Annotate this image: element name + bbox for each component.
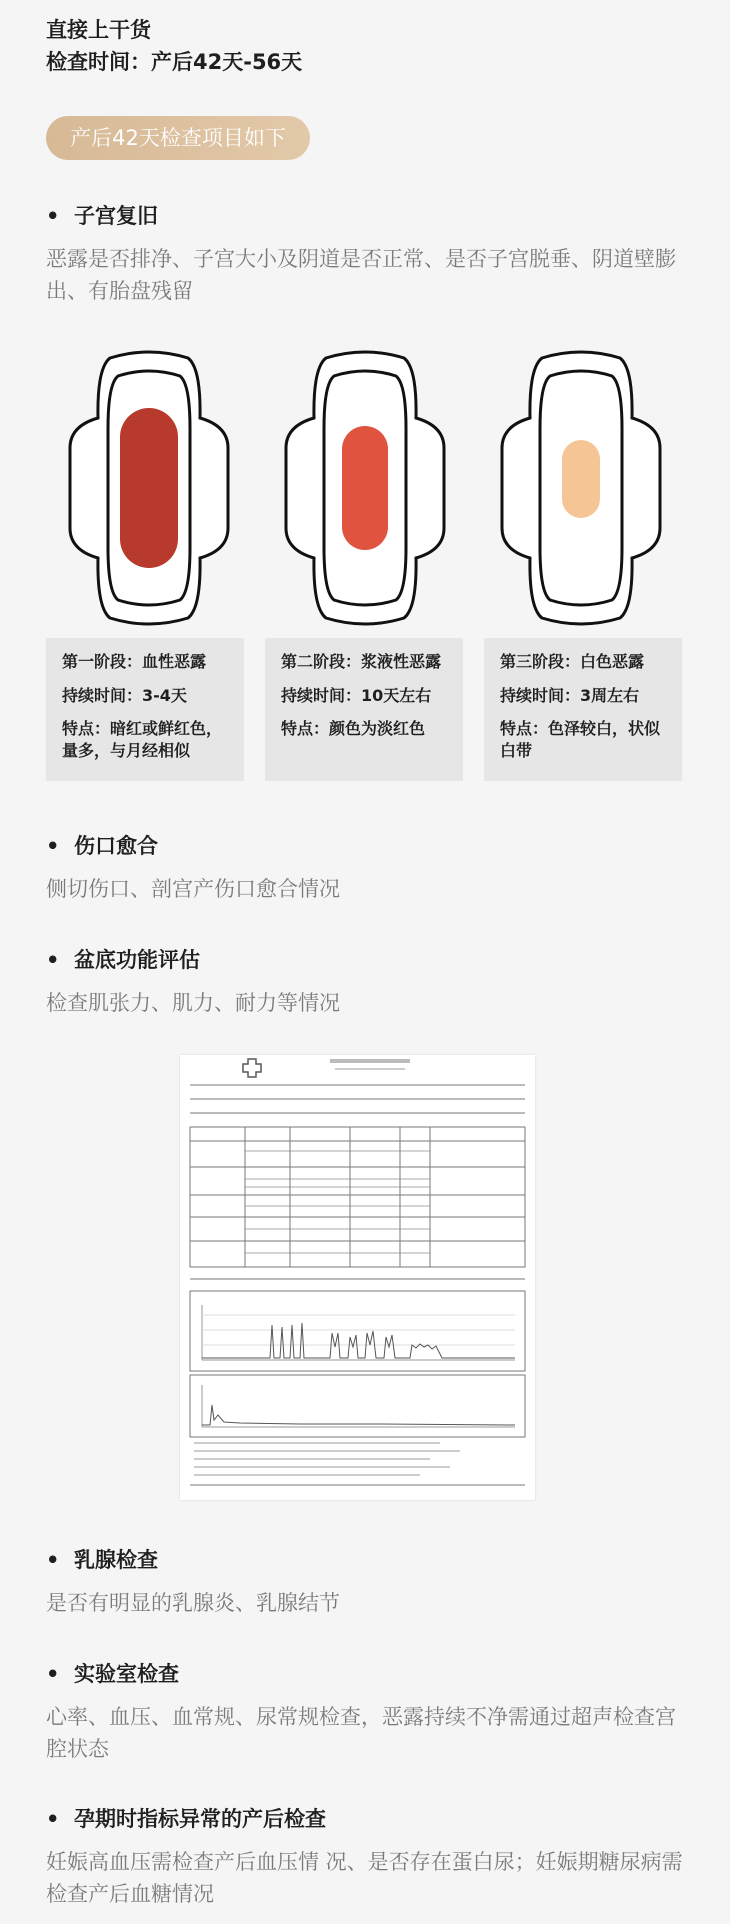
section-pill: 产后42天检查项目如下	[46, 116, 310, 160]
intro	[46, 14, 302, 78]
intro-line-1: 直接上干货	[46, 18, 151, 42]
section-desc-pregnancy-indicators: 妊娠高血压需检查产后血压情 况、是否存在蛋白尿；妊娠期糖尿病需检查产后血糖情况	[46, 1850, 683, 1906]
stage-duration: 持续时间：3-4天	[62, 686, 187, 705]
bullet: •	[46, 834, 60, 858]
intro-line-2: 检查时间：产后42天-56天	[46, 50, 303, 74]
stage-card-3	[484, 638, 682, 781]
section-title-pregnancy-indicators	[46, 1803, 326, 1833]
section-desc-pelvic: 检查肌张力、肌力、耐力等情况	[46, 991, 340, 1015]
pelvic-floor-report-image	[180, 1055, 535, 1500]
stage-feature: 特点：暗红或鲜红色，量多，与月经相似	[62, 719, 223, 760]
bullet: •	[46, 948, 60, 972]
section-title-lab	[46, 1658, 179, 1688]
section-title-text: 乳腺检查	[74, 1548, 158, 1572]
bullet: •	[46, 1807, 60, 1831]
stage-card-2	[265, 638, 463, 781]
bullet: •	[46, 1548, 60, 1572]
section-title-pelvic	[46, 944, 200, 974]
section-desc-wound: 侧切伤口、剖宫产伤口愈合情况	[46, 877, 340, 901]
section-desc-uterus: 恶露是否排净、子宫大小及阴道是否正常、是否子宫脱垂、阴道壁膨出、有胎盘残留	[46, 247, 676, 303]
stage-name: 第二阶段：浆液性恶露	[281, 652, 442, 671]
bullet: •	[46, 1662, 60, 1686]
section-title-uterus	[46, 200, 158, 230]
bullet: •	[46, 204, 60, 228]
discharge-mark-stage-3	[562, 440, 600, 518]
section-title-text: 伤口愈合	[74, 834, 158, 858]
stage-feature: 特点：颜色为淡红色	[281, 719, 426, 738]
pad-illustration-stage-1	[68, 348, 230, 628]
section-desc-lab: 心率、血压、血常规、尿常规检查，恶露持续不净需通过超声检查宫腔状态	[46, 1705, 676, 1761]
stage-feature: 特点：色泽较白，状似白带	[500, 719, 661, 760]
section-title-text: 盆底功能评估	[74, 948, 200, 972]
stage-card-1	[46, 638, 244, 781]
pad-illustration-stage-2	[284, 348, 446, 628]
stage-name: 第一阶段：血性恶露	[62, 652, 207, 671]
section-title-breast	[46, 1544, 158, 1574]
section-title-text: 实验室检查	[74, 1662, 179, 1686]
discharge-mark-stage-2	[342, 426, 388, 550]
pad-illustration-stage-3	[500, 348, 662, 628]
section-title-text: 孕期时指标异常的产后检查	[74, 1807, 326, 1831]
stage-name: 第三阶段：白色恶露	[500, 652, 645, 671]
section-desc-breast: 是否有明显的乳腺炎、乳腺结节	[46, 1591, 340, 1615]
section-title-text: 子宫复旧	[74, 204, 158, 228]
stage-duration: 持续时间：3周左右	[500, 686, 640, 705]
stage-duration: 持续时间：10天左右	[281, 686, 432, 705]
section-title-wound	[46, 830, 158, 860]
discharge-mark-stage-1	[120, 408, 178, 568]
